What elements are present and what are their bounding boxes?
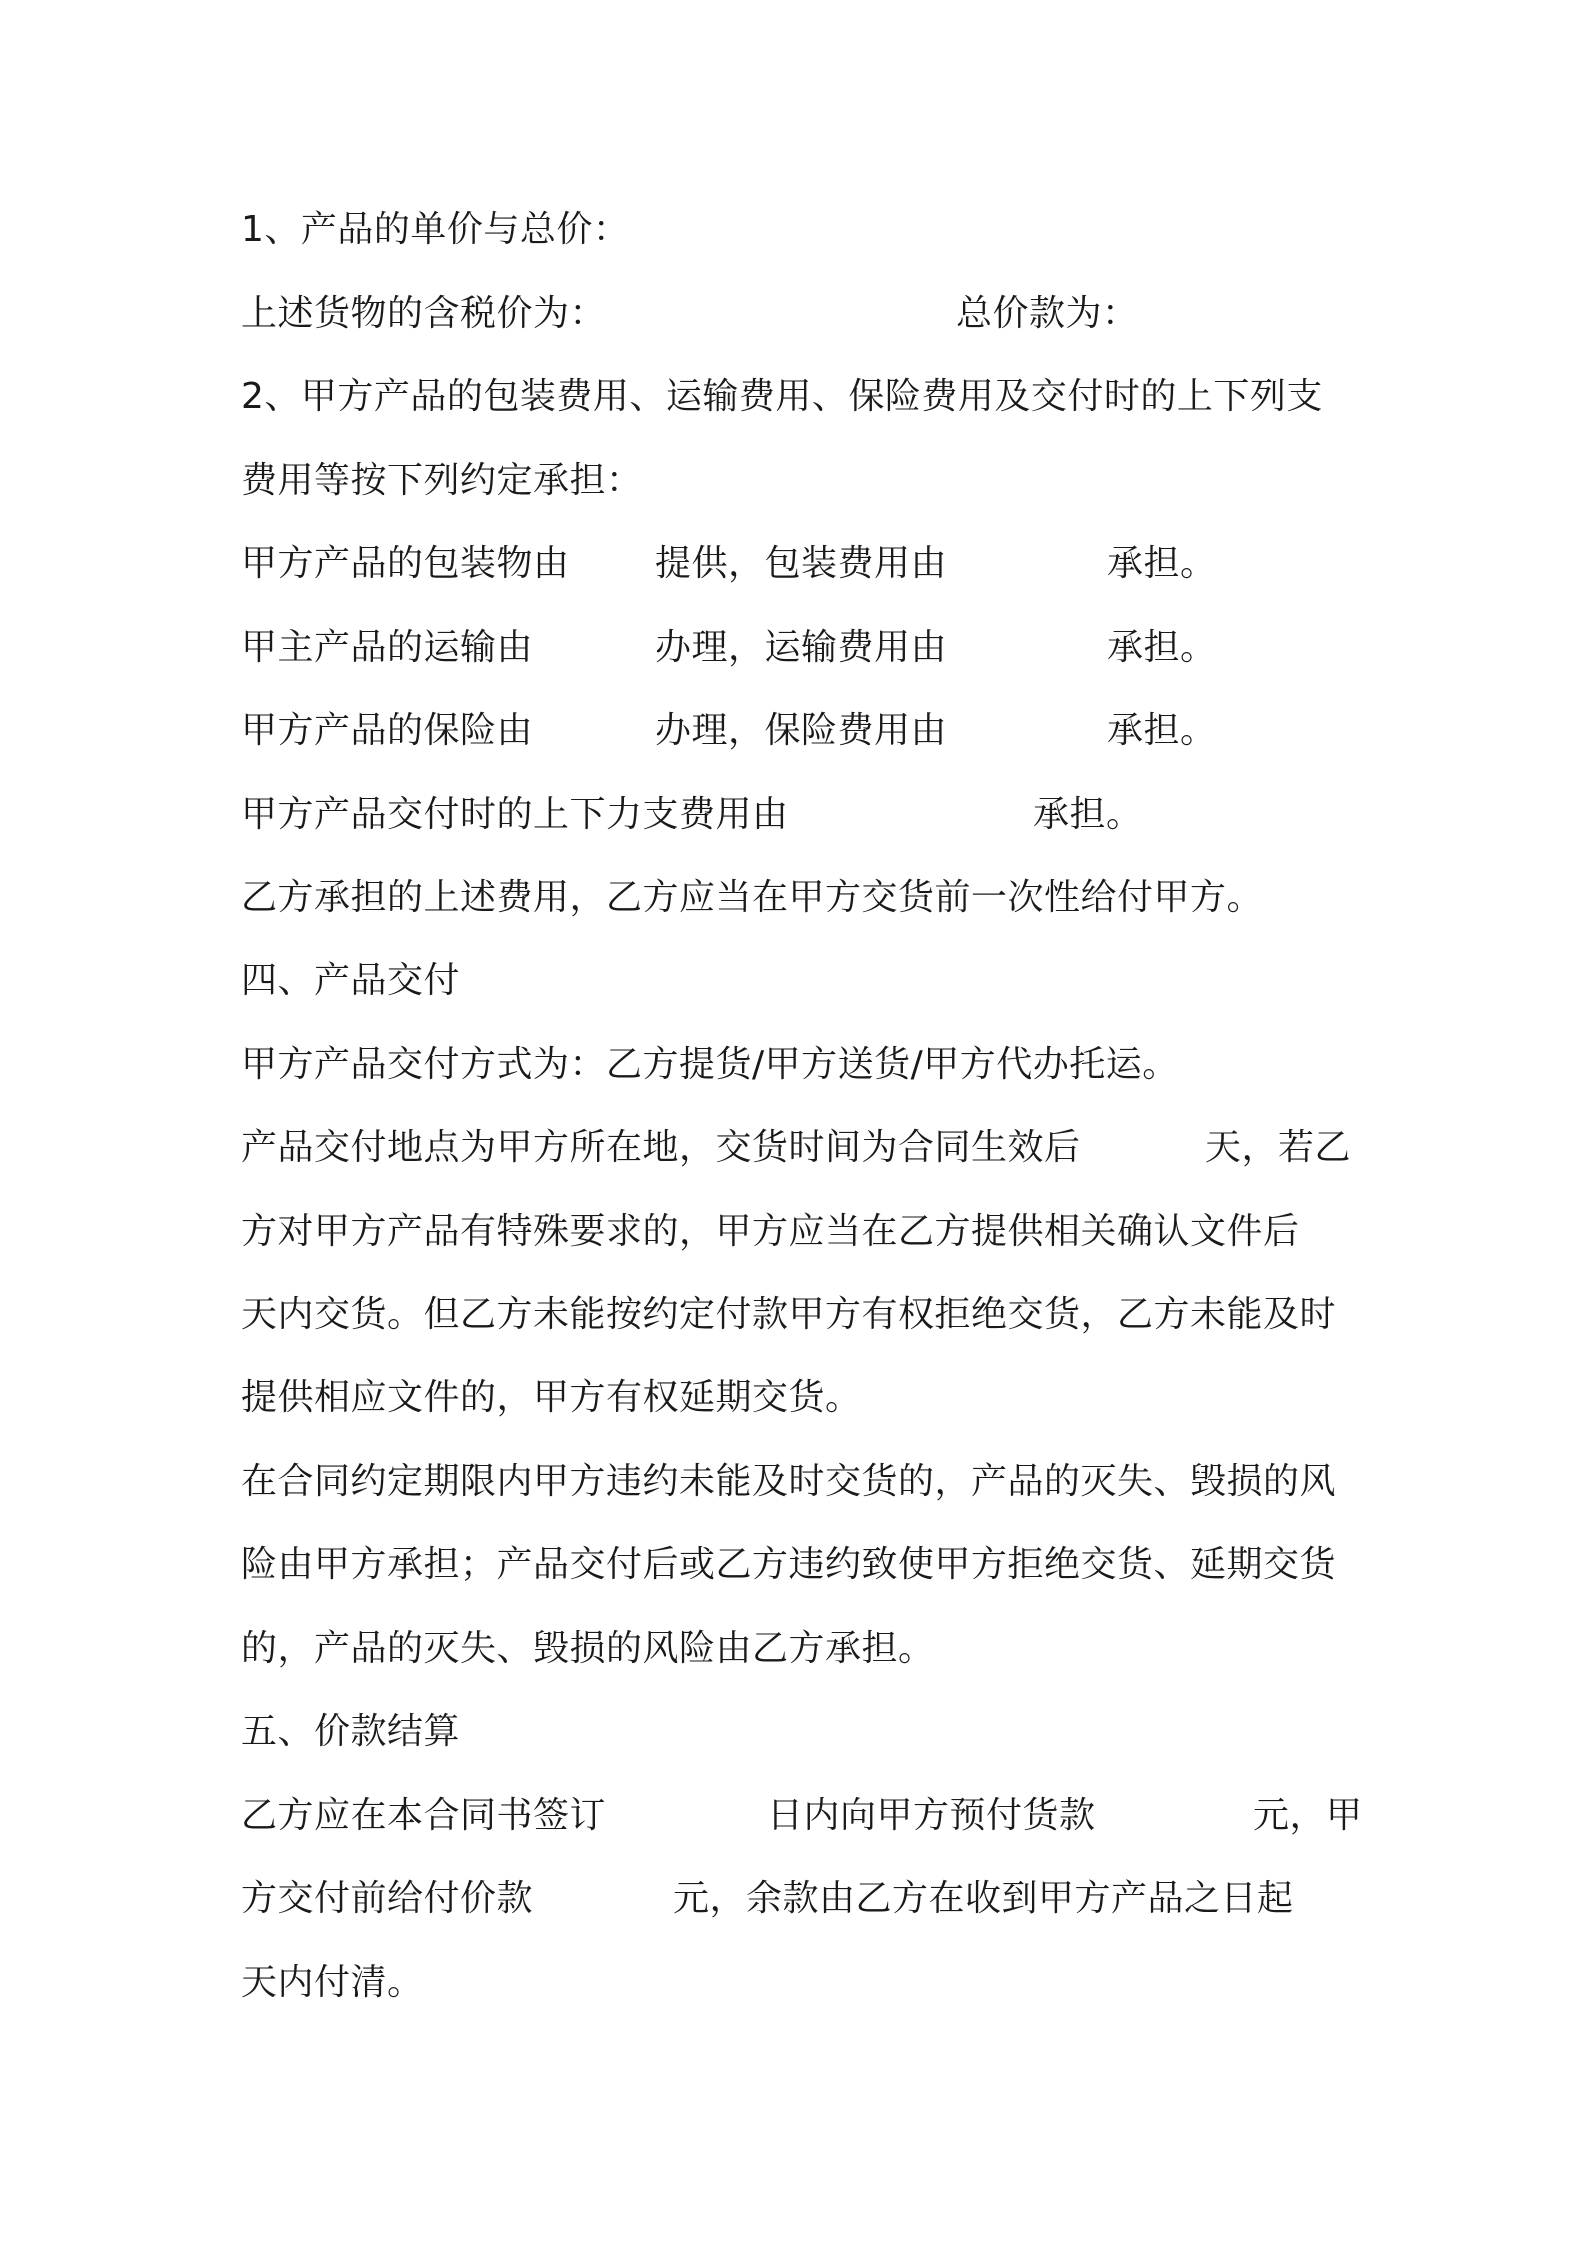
handling-line: 甲方产品交付时的上下力支费用由 承担。	[241, 794, 1143, 835]
delivery-place-line-4: 提供相应文件的，甲方有权延期交货。	[241, 1377, 862, 1418]
insurance-line: 甲方产品的保险由 办理，保险费用由 承担。	[241, 710, 1217, 751]
cost-clause-line-1: 2、甲方产品的包装费用、运输费用、保险费用及交付时的上下列支	[241, 376, 1323, 417]
delivery-place-line-1: 产品交付地点为甲方所在地，交货时间为合同生效后 天，若乙	[241, 1127, 1352, 1168]
price-heading: 1、产品的单价与总价：	[241, 209, 630, 250]
delivery-place-line-2: 方对甲方产品有特殊要求的，甲方应当在乙方提供相关确认文件后	[241, 1211, 1300, 1252]
transport-line: 甲主产品的运输由 办理，运输费用由 承担。	[241, 627, 1217, 668]
risk-clause-line-1: 在合同约定期限内甲方违约未能及时交货的，产品的灭失、毁损的风	[241, 1461, 1337, 1502]
settlement-line-1: 乙方应在本合同书签订 日内向甲方预付货款 元，甲	[241, 1795, 1363, 1836]
price-line	[241, 284, 1141, 344]
settlement-line-3: 天内付清。	[241, 1962, 424, 2003]
packaging-line: 甲方产品的包装物由 提供，包装费用由 承担。	[241, 543, 1217, 584]
tax-price-label: 上述货物的含税价为：	[241, 293, 607, 334]
section-4-title: 四、产品交付	[241, 960, 461, 1001]
delivery-method: 甲方产品交付方式为：乙方提货/甲方送货/甲方代办托运。	[241, 1044, 1179, 1085]
section-5-title: 五、价款结算	[241, 1711, 461, 1752]
total-price-label: 总价款为：	[956, 293, 1139, 334]
risk-clause-line-3: 的，产品的灭失、毁损的风险由乙方承担。	[241, 1628, 935, 1669]
settlement-line-2: 方交付前给付价款 元，余款由乙方在收到甲方产品之日起	[241, 1878, 1294, 1919]
prepay-note: 乙方承担的上述费用，乙方应当在甲方交货前一次性给付甲方。	[241, 877, 1264, 918]
cost-clause-line-2: 费用等按下列约定承担：	[241, 460, 643, 501]
delivery-place-line-3: 天内交货。但乙方未能按约定付款甲方有权拒绝交货，乙方未能及时	[241, 1294, 1337, 1335]
risk-clause-line-2: 险由甲方承担；产品交付后或乙方违约致使甲方拒绝交货、延期交货	[241, 1544, 1337, 1585]
